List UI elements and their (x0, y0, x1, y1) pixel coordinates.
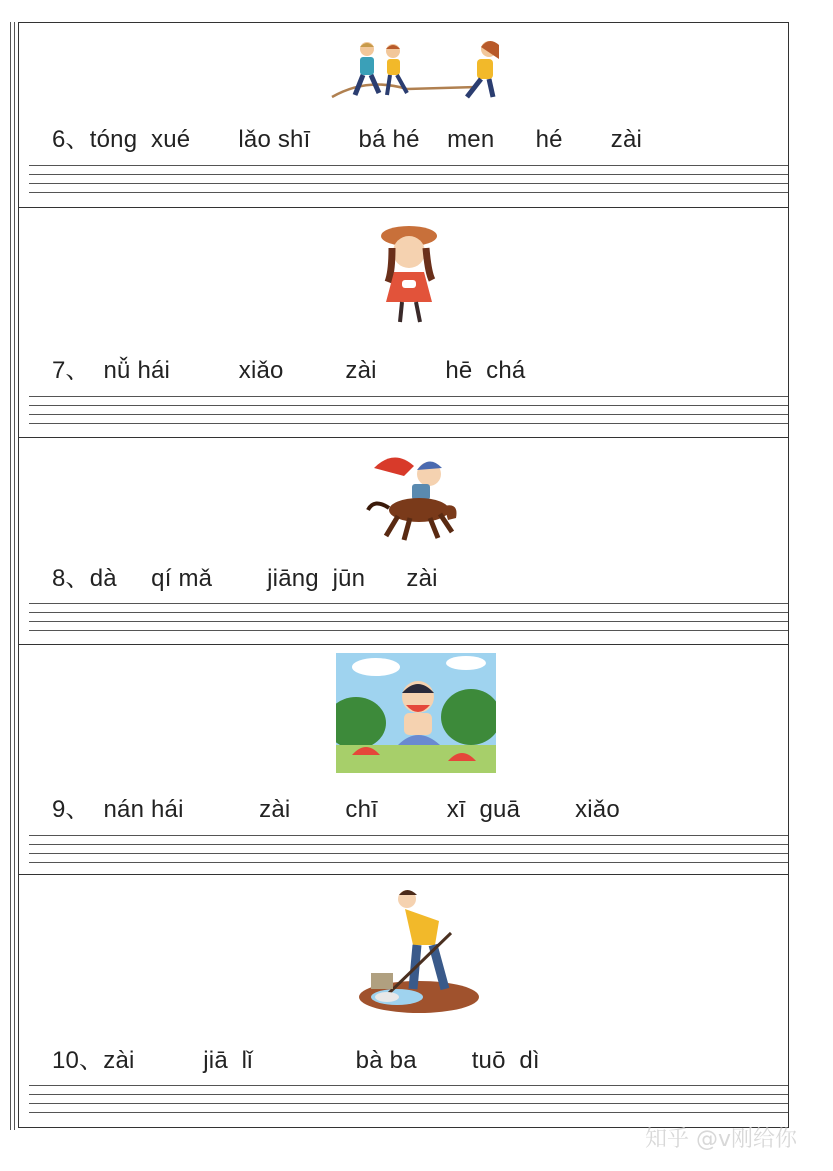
tug-of-war-illustration (327, 37, 507, 107)
pinyin-prompt: 10、zài jiā lǐ bà ba tuō dì (52, 1047, 540, 1074)
pinyin-prompt: 9、 nán hái zài chī xī guā xiǎo (52, 796, 620, 823)
writing-lines[interactable] (29, 396, 788, 438)
exercise-9 (18, 644, 789, 875)
pinyin-prompt: 6、tóng xué lǎo shī bá hé men hé zài (52, 126, 643, 153)
writing-lines[interactable] (29, 835, 788, 875)
watermark: 知乎 @v刚给你 (645, 1127, 798, 1152)
pinyin-prompt: 7、 nǚ hái xiǎo zài hē chá (52, 357, 526, 384)
pinyin-prompt: 8、dà qí mǎ jiāng jūn zài (52, 565, 438, 592)
girl-drinking-tea-illustration (374, 222, 444, 332)
margin-line (10, 22, 11, 1130)
writing-lines[interactable] (29, 603, 788, 645)
exercise-6 (18, 22, 789, 208)
margin-line (14, 22, 15, 1130)
general-riding-horse-illustration (364, 448, 464, 546)
exercise-8 (18, 437, 789, 645)
writing-lines[interactable] (29, 1085, 788, 1127)
exercise-7 (18, 207, 789, 438)
father-mopping-floor-illustration (357, 885, 482, 1020)
boy-eating-watermelon-illustration (336, 653, 496, 773)
writing-lines[interactable] (29, 165, 788, 207)
exercise-10 (18, 874, 789, 1128)
